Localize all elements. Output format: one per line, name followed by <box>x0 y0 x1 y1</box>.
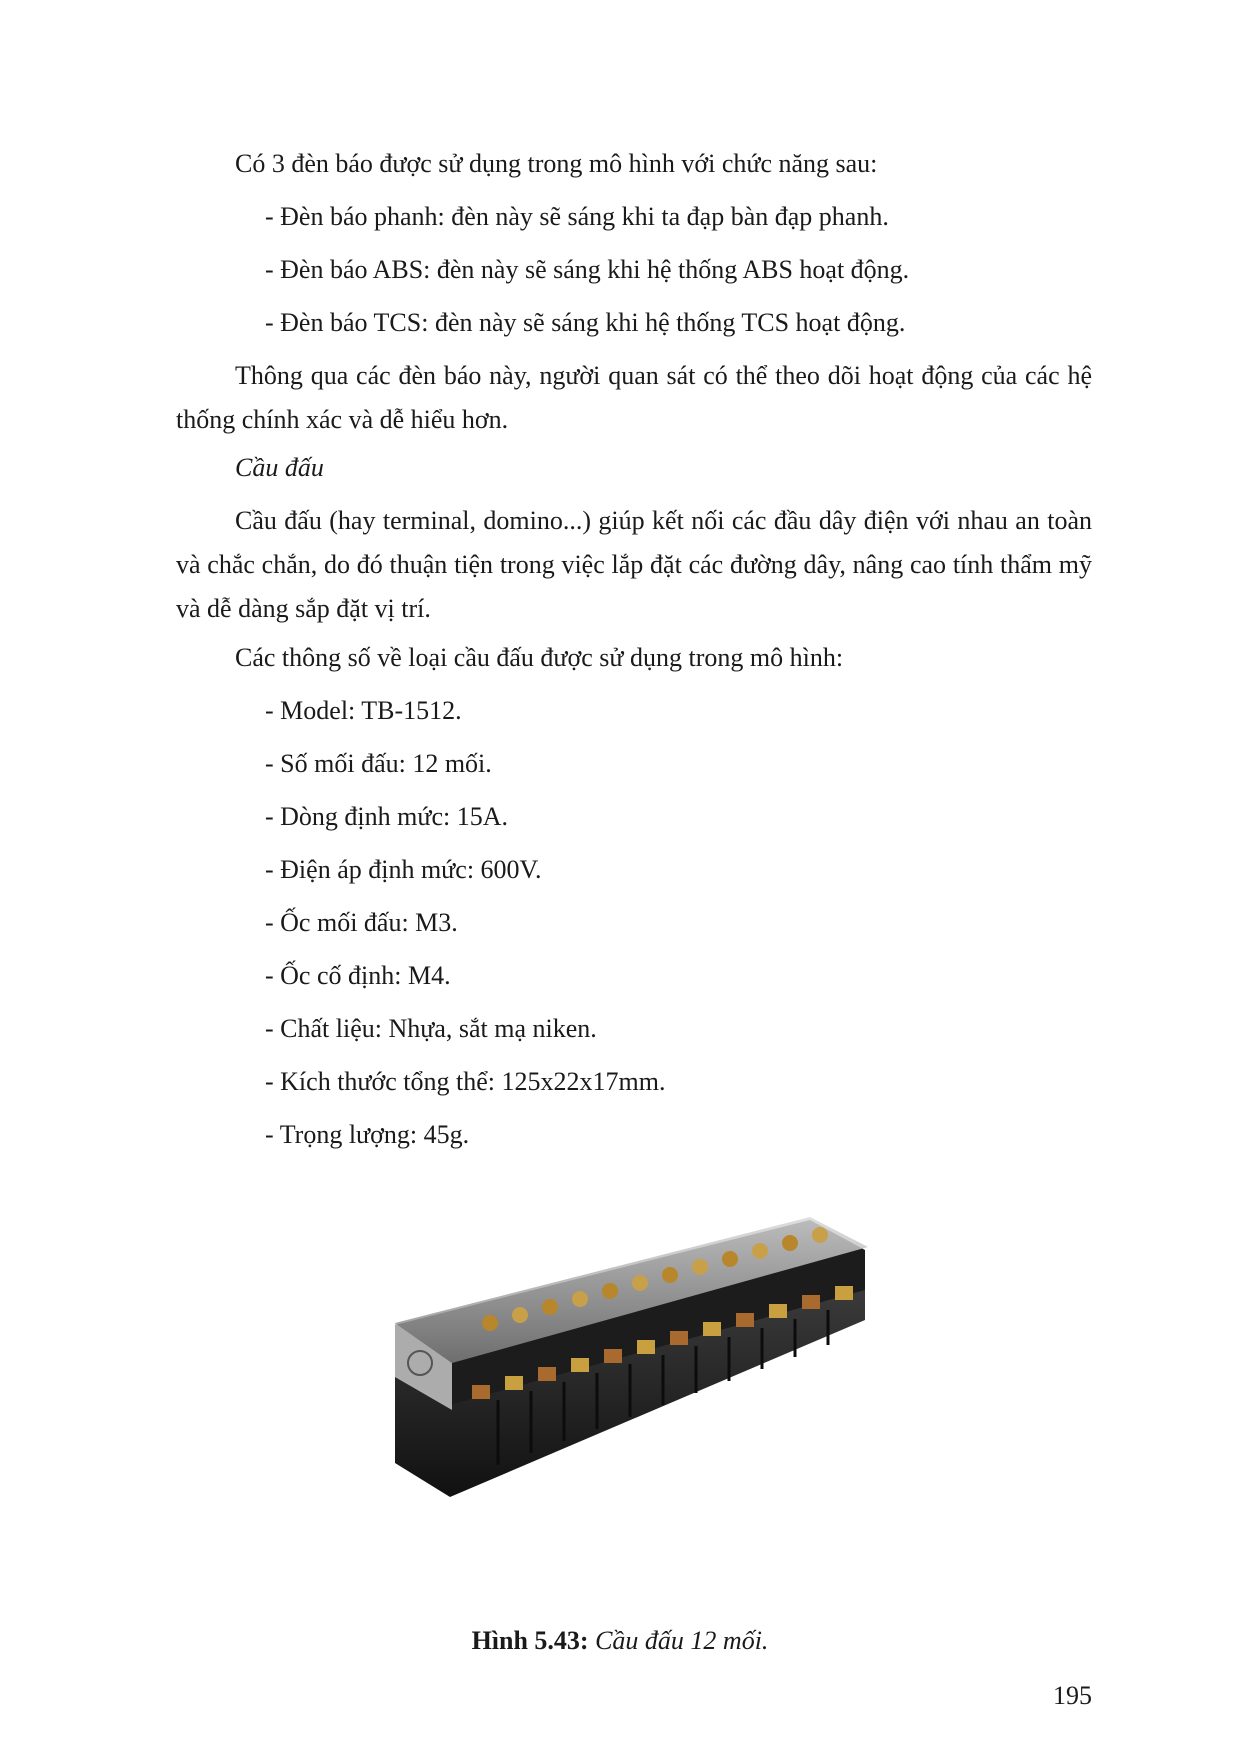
spec-item: - Số mối đấu: 12 mối. <box>265 749 492 778</box>
spec-item: - Model: TB-1512. <box>265 696 462 725</box>
section-heading: Cầu đấu <box>235 453 324 482</box>
spec-item: - Kích thước tổng thể: 125x22x17mm. <box>265 1067 666 1096</box>
indicator-item: - Đèn báo ABS: đèn này sẽ sáng khi hệ thống ABS hoạt động. <box>265 255 910 284</box>
spec-item: - Điện áp định mức: 600V. <box>265 855 542 884</box>
summary-paragraph: Thông qua các đèn báo này, người quan sát có thể theo dõi hoạt động của các hệ thống chính xác và dễ hiểu hơn. <box>176 361 1092 434</box>
spec-item: - Ốc cố định: M4. <box>265 961 451 990</box>
intro-paragraph: Có 3 đèn báo được sử dụng trong mô hình với chức năng sau: <box>235 149 878 178</box>
description-paragraph: Cầu đấu (hay terminal, domino...) giúp kết nối các đầu dây điện với nhau an toàn và chắc chắn, do đó thuận tiện trong việc lắp đặt các đường dây, nâng cao tính thẩm mỹ và dễ dàng sắp đặt vị trí. <box>176 506 1092 623</box>
indicator-item: - Đèn báo TCS: đèn này sẽ sáng khi hệ thống TCS hoạt động. <box>265 308 906 337</box>
terminal-block-illustration <box>380 1205 880 1505</box>
caption-text: Cầu đấu 12 mối. <box>595 1626 769 1655</box>
caption-label: Hình 5.43: <box>471 1626 589 1655</box>
indicator-item: - Đèn báo phanh: đèn này sẽ sáng khi ta đạp bàn đạp phanh. <box>265 202 889 231</box>
spec-item: - Trọng lượng: 45g. <box>265 1120 470 1149</box>
specs-intro: Các thông số về loại cầu đấu được sử dụng trong mô hình: <box>235 643 844 672</box>
spec-item: - Dòng định mức: 15A. <box>265 802 509 831</box>
spec-item: - Chất liệu: Nhựa, sắt mạ niken. <box>265 1014 597 1043</box>
spec-item: - Ốc mối đấu: M3. <box>265 908 458 937</box>
terminal-block-photo <box>380 1205 880 1505</box>
page-number: 195 <box>1053 1681 1092 1710</box>
figure-caption <box>0 1623 1240 1659</box>
